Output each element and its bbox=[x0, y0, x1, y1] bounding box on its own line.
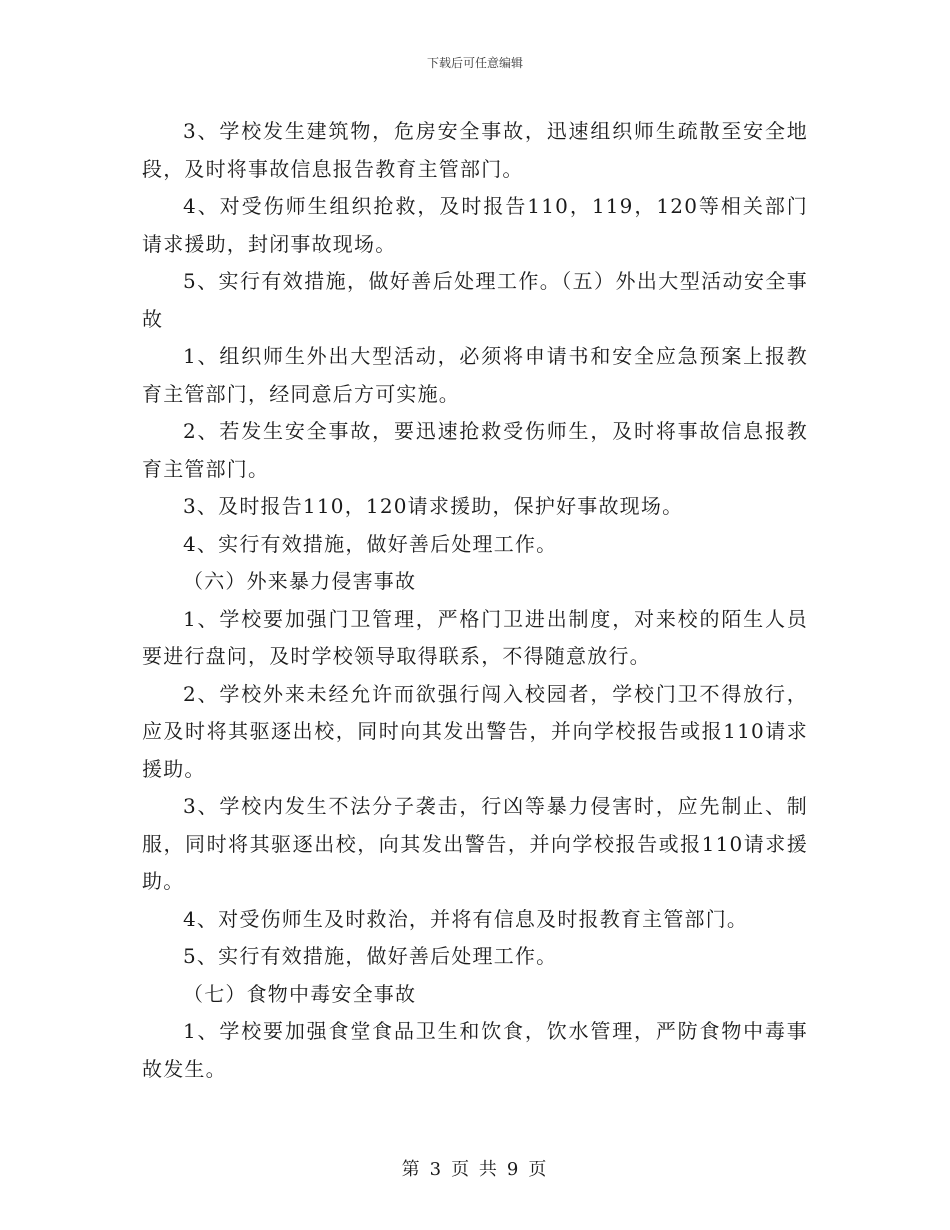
paragraph: 1、学校要加强食堂食品卫生和饮食，饮水管理，严防食物中毒事故发生。 bbox=[142, 1019, 808, 1081]
page-label-prefix: 第 bbox=[401, 1159, 422, 1180]
paragraph: 4、对受伤师生组织抢救，及时报告110，119，120等相关部门请求援助，封闭事故现场。 bbox=[142, 194, 808, 256]
paragraph: 1、学校要加强门卫管理，严格门卫进出制度，对来校的陌生人员要进行盘问，及时学校领导取得联系，不得随意放行。 bbox=[142, 606, 808, 668]
paragraph: 3、及时报告110，120请求援助，保护好事故现场。 bbox=[183, 494, 684, 518]
page-footer bbox=[0, 1155, 950, 1181]
paragraph: 5、实行有效措施，做好善后处理工作。（五）外出大型活动安全事故 bbox=[142, 269, 808, 331]
paragraph: 3、学校发生建筑物，危房安全事故，迅速组织师生疏散至安全地段，及时将事故信息报告教育主管部门。 bbox=[142, 119, 808, 181]
page-label-suffix: 页 bbox=[528, 1159, 549, 1180]
current-page-number: 3 bbox=[429, 1159, 444, 1180]
paragraph: 2、若发生安全事故，要迅速抢救受伤师生，及时将事故信息报教育主管部门。 bbox=[142, 419, 808, 481]
paragraph: 4、对受伤师生及时救治，并将有信息及时报教育主管部门。 bbox=[183, 906, 749, 931]
paragraph: 2、学校外来未经允许而欲强行闯入校园者，学校门卫不得放行，应及时将其驱逐出校，同时向其发出警告，并向学校报告或报110请求援助。 bbox=[142, 681, 808, 781]
page-header-note: 下载后可任意编辑 bbox=[426, 56, 523, 70]
section-heading: （六）外来暴力侵害事故 bbox=[183, 569, 417, 593]
section-heading: （七）食物中毒安全事故 bbox=[183, 981, 417, 1006]
paragraph: 1、组织师生外出大型活动，必须将申请书和安全应急预案上报教育主管部门，经同意后方可实施。 bbox=[142, 344, 808, 406]
page-label-mid: 页 共 bbox=[451, 1159, 499, 1180]
paragraph: 3、学校内发生不法分子袭击，行凶等暴力侵害时，应先制止、制服，同时将其驱逐出校，向其发出警告，并向学校报告或报110请求援助。 bbox=[142, 794, 808, 893]
paragraph: 5、实行有效措施，做好善后处理工作。 bbox=[183, 944, 558, 968]
document-body bbox=[142, 113, 808, 1088]
total-pages-number: 9 bbox=[506, 1159, 521, 1180]
paragraph: 4、实行有效措施，做好善后处理工作。 bbox=[183, 531, 558, 556]
